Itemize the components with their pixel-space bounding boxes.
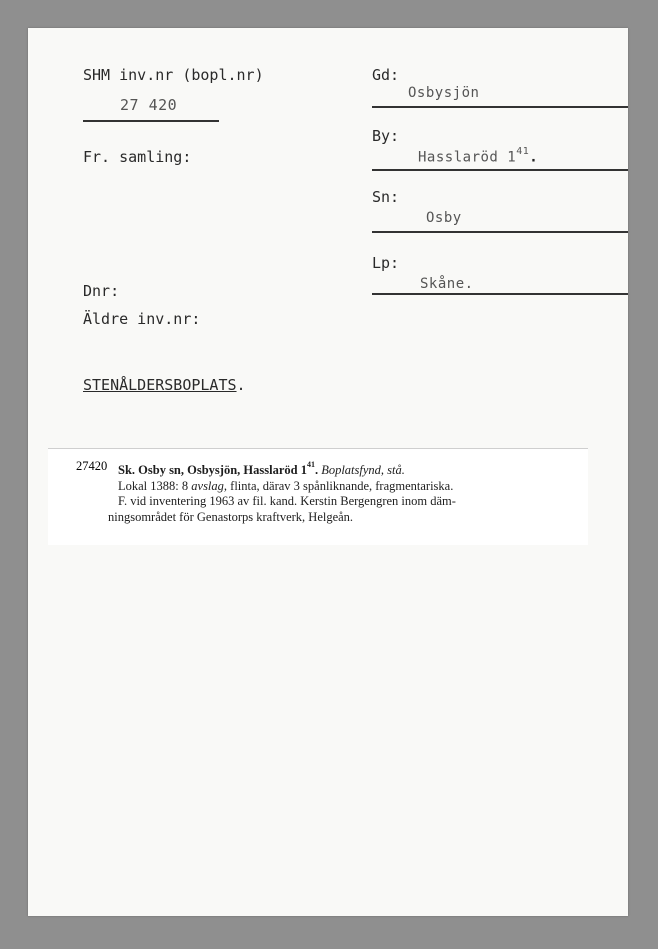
catalog-clipping (48, 448, 588, 545)
lp-rule (372, 293, 628, 295)
clipping-heading-sup: 41 (306, 460, 315, 469)
gd-label: Gd: (372, 66, 400, 84)
by-label: By: (372, 127, 400, 145)
clipping-line-2-rest: flinta, därav 3 spånliknande, fragmentariska. (227, 478, 454, 493)
clipping-heading: Sk. Osby sn, Osbysjön, Hasslaröd 1 (118, 463, 307, 478)
fr-samling-label: Fr. samling: (83, 148, 192, 166)
dnr-label: Dnr: (83, 282, 120, 300)
category-heading (83, 376, 246, 394)
by-value-line (418, 148, 538, 166)
gd-value: Osbysjön (408, 85, 480, 101)
category-text: STENÅLDERSBOPLATS (83, 376, 237, 394)
category-suffix: . (236, 376, 246, 394)
clipping-find-type: Boplatsfynd, stå. (321, 463, 405, 478)
clipping-body (108, 459, 558, 525)
clipping-number: 27420 (76, 459, 108, 473)
clipping-heading-dot: . (314, 463, 319, 478)
shm-inv-label: SHM inv.nr (bopl.nr) (83, 66, 264, 84)
clipping-line-1 (118, 459, 558, 479)
by-superscript: 41 (516, 146, 530, 157)
clipping-line-4: ningsområdet för Genastorps kraftverk, Helgeån. (108, 509, 354, 524)
sn-value: Osby (426, 210, 462, 226)
by-value: Hasslaröd 1 (418, 149, 517, 166)
clipping-line-2-prefix: Lokal 1388: 8 (118, 478, 192, 493)
lp-label: Lp: (372, 254, 400, 272)
inv-number-rule (83, 120, 219, 122)
by-rule (372, 169, 628, 171)
clipping-line-2 (118, 479, 558, 495)
sn-rule (372, 231, 628, 233)
inv-number: 27 420 (120, 96, 178, 114)
sn-label: Sn: (372, 188, 400, 206)
aldre-inv-label: Äldre inv.nr: (83, 310, 201, 328)
by-suffix: . (529, 149, 539, 166)
clipping-line-2-italic: avslag, (191, 478, 228, 493)
clipping-line-3: F. vid inventering 1963 av fil. kand. Kerstin Bergengren inom däm- (118, 494, 456, 509)
lp-value: Skåne. (420, 276, 474, 292)
gd-rule (372, 106, 628, 108)
